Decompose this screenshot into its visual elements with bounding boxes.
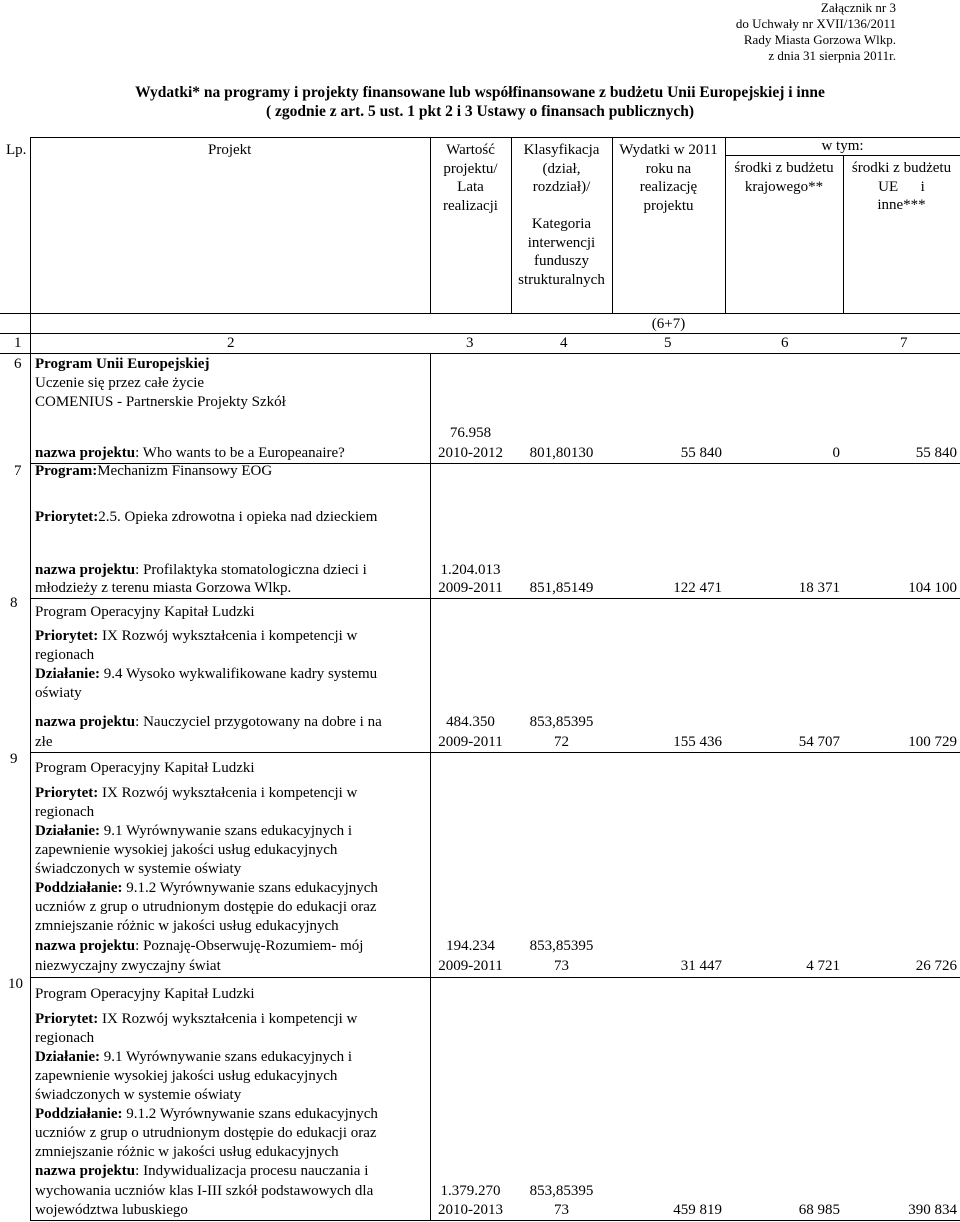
project-krajowe: 4 721: [806, 958, 840, 974]
header-line: projektu: [643, 197, 694, 214]
project-name-text: : Nauczyciel przygotowany na dobre i na: [135, 714, 382, 730]
poddzialanie-text: 9.1.2 Wyrównywanie szans edukacyjnych: [122, 1106, 378, 1122]
project-klasyfikacja: 851,85149: [529, 580, 594, 596]
header-line: środki z budżetu: [851, 160, 952, 176]
project-name-line: wychowania uczniów klas I-III szkół podstawowych dla: [35, 1183, 374, 1199]
project-klasyfikacja: 853,85395: [529, 938, 594, 954]
project-name: [35, 561, 367, 580]
header-ue: [843, 159, 960, 215]
project-ue: 390 834: [908, 1202, 957, 1218]
header-line: Kategoria: [531, 216, 592, 232]
table-border-bottom: [30, 1220, 960, 1221]
column-number: 4: [560, 335, 568, 351]
project-ue: 26 726: [915, 958, 957, 974]
program-text: Mechanizm Finansowy EOG: [97, 463, 273, 479]
project-years: 2009-2011: [438, 580, 503, 596]
project-ue: 55 840: [915, 445, 957, 461]
poddzialanie: [35, 1105, 378, 1124]
project-value: 1.379.270: [440, 1183, 501, 1199]
project-klasyfikacja: 853,85395: [529, 1183, 594, 1199]
header-divider: [0, 313, 960, 314]
project-name-line: województwa lubuskiego: [35, 1202, 188, 1218]
project-value: 194.234: [446, 938, 495, 954]
priorytet: [35, 627, 357, 646]
priorytet-text: 2.5. Opieka zdrowotna i opieka nad dzieckiem: [98, 509, 378, 525]
header-line: realizacji: [443, 197, 498, 214]
project-name-text: : Profilaktyka stomatologiczna dzieci i: [135, 562, 367, 578]
program-name: Program Operacyjny Kapitał Ludzki: [35, 760, 255, 776]
project-wydatki: 31 447: [680, 958, 722, 974]
project-name-label: nazwa projektu: [35, 1163, 136, 1179]
poddzialanie-line: uczniów z grup o utrudnionym dostępie do edukacji oraz: [35, 1125, 377, 1141]
program-name: [35, 462, 272, 481]
priorytet: [35, 508, 377, 527]
header-line: krajowego**: [744, 178, 824, 195]
header-w-tym: w tym:: [821, 138, 864, 154]
priorytet-label: Priorytet:: [35, 509, 99, 525]
header-line: funduszy: [534, 253, 589, 269]
column-number: 1: [14, 335, 22, 351]
dzialanie-line: świadczonych w systemie oświaty: [35, 1087, 242, 1103]
row-divider: [30, 752, 960, 753]
header-line: strukturalnych: [518, 271, 605, 288]
program-name: Program Operacyjny Kapitał Ludzki: [35, 986, 255, 1002]
priorytet-text: IX Rozwój wykształcenia i kompetencji w: [98, 628, 358, 644]
project-name-text: : Poznaję-Obserwuję-Rozumiem- mój: [135, 938, 364, 954]
poddzialanie-label: Poddziałanie:: [35, 880, 123, 896]
poddzialanie-label: Poddziałanie:: [35, 1106, 123, 1122]
project-klasyfikacja: 801,80130: [529, 445, 594, 461]
header-klasyfikacja: [511, 141, 612, 289]
header-lp: Lp.: [6, 142, 27, 158]
column-number: 2: [227, 335, 235, 351]
project-wydatki: 55 840: [680, 445, 722, 461]
project-years: 2010-2013: [438, 1202, 503, 1218]
project-name-line: złe: [35, 734, 53, 750]
project-ue: 100 729: [908, 734, 957, 750]
priorytet: [35, 784, 357, 803]
dzialanie-text: 9.1 Wyrównywanie szans edukacyjnych i: [100, 1049, 353, 1065]
project-klasyfikacja-line: 72: [554, 734, 569, 750]
title-line: Wydatki* na programy i projekty finansowane lub współfinansowane z budżetu Unii Europejskiej i inne: [135, 84, 825, 101]
header-line: Wydatki w 2011: [619, 142, 718, 158]
project-value: 76.958: [449, 425, 492, 441]
project-years: 2010-2012: [438, 445, 503, 461]
dzialanie-line: zapewnienie wysokiej jakości usług edukacyjnych: [35, 1068, 338, 1084]
priorytet-label: Priorytet:: [35, 628, 99, 644]
project-value: 484.350: [446, 714, 495, 730]
row-lp: 7: [14, 463, 22, 479]
project-name-label: nazwa projektu: [35, 938, 136, 954]
header-wydatki: [612, 141, 725, 215]
attachment-note: [736, 0, 896, 64]
header-line: rozdział)/: [532, 179, 591, 195]
poddzialanie-text: 9.1.2 Wyrównywanie szans edukacyjnych: [122, 880, 378, 896]
dzialanie-line: zapewnienie wysokiej jakości usług edukacyjnych: [35, 842, 338, 858]
priorytet-text: IX Rozwój wykształcenia i kompetencji w: [98, 1011, 358, 1027]
column-number: 6: [781, 335, 789, 351]
project-ue: 104 100: [908, 580, 957, 596]
project-name-label: nazwa projektu: [35, 714, 136, 730]
dzialanie-line: oświaty: [35, 685, 82, 701]
project-name: [35, 1162, 368, 1181]
poddzialanie: [35, 879, 378, 898]
project-wydatki: 155 436: [673, 734, 722, 750]
page-title: [0, 83, 960, 121]
header-projekt: Projekt: [208, 142, 252, 158]
row-divider: [30, 977, 960, 978]
column-number: 7: [900, 335, 908, 351]
header-line: inne***: [877, 197, 926, 213]
project-name: [35, 937, 363, 956]
dzialanie-label: Działanie:: [35, 1049, 100, 1065]
header-spacer: [511, 197, 612, 216]
attachment-line: Załącznik nr 3: [820, 0, 896, 15]
header-line: Wartość: [446, 142, 495, 158]
program-line: COMENIUS - Partnerskie Projekty Szkół: [35, 394, 286, 410]
attachment-line: Rady Miasta Gorzowa Wlkp.: [743, 32, 896, 47]
project-klasyfikacja-line: 73: [554, 958, 569, 974]
dzialanie-text: 9.1 Wyrównywanie szans edukacyjnych i: [100, 823, 353, 839]
project-name: [35, 713, 382, 732]
priorytet-text: IX Rozwój wykształcenia i kompetencji w: [98, 785, 358, 801]
dzialanie-text: 9.4 Wysoko wykwalifikowane kadry systemu: [100, 666, 378, 682]
row-lp: 9: [10, 751, 18, 767]
project-name-label: nazwa projektu: [35, 562, 136, 578]
poddzialanie-line: zmniejszanie różnic w jakości usług edukacyjnych: [35, 918, 339, 934]
header-divider: [0, 353, 960, 354]
title-line: ( zgodnie z art. 5 ust. 1 pkt 2 i 3 Ustawy o finansach publicznych): [266, 103, 694, 120]
header-line: Lata: [457, 179, 484, 195]
header-line: środki z budżetu: [734, 160, 834, 176]
project-wydatki: 459 819: [673, 1202, 722, 1218]
dzialanie-line: świadczonych w systemie oświaty: [35, 861, 242, 877]
dzialanie: [35, 665, 377, 684]
dzialanie-label: Działanie:: [35, 666, 100, 682]
column-divider: [430, 353, 431, 1221]
priorytet-line: regionach: [35, 647, 95, 663]
header-line: roku na: [645, 160, 692, 177]
priorytet-label: Priorytet:: [35, 785, 99, 801]
attachment-line: do Uchwały nr XVII/136/2011: [735, 16, 896, 31]
header-formula: (6+7): [651, 316, 686, 332]
row-lp: 10: [8, 976, 23, 992]
header-divider: [0, 333, 960, 334]
project-value: 1.204.013: [440, 562, 501, 578]
priorytet-label: Priorytet:: [35, 1011, 99, 1027]
program-label: Program:: [35, 463, 98, 479]
header-line: (dział,: [542, 160, 581, 177]
priorytet: [35, 1010, 357, 1029]
header-line: UE i: [878, 178, 925, 195]
priorytet-line: regionach: [35, 1030, 95, 1046]
header-line: projektu/: [443, 160, 498, 177]
project-krajowe: 68 985: [798, 1202, 840, 1218]
dzialanie-label: Działanie:: [35, 823, 100, 839]
row-lp: 8: [10, 595, 18, 611]
project-krajowe: 54 707: [798, 734, 840, 750]
project-wydatki: 122 471: [673, 580, 722, 596]
project-name-label: nazwa projektu: [35, 445, 136, 461]
project-name-text: : Indywidualizacja procesu nauczania i: [135, 1163, 369, 1179]
project-years: 2009-2011: [438, 734, 503, 750]
dzialanie: [35, 822, 352, 841]
header-line: interwencji: [527, 234, 596, 251]
row-divider: [30, 598, 960, 599]
header-line: Klasyfikacja: [523, 142, 600, 158]
project-years: 2009-2011: [438, 958, 503, 974]
project-name: [35, 444, 345, 463]
column-divider: [30, 137, 31, 1221]
priorytet-line: regionach: [35, 804, 95, 820]
column-number: 5: [664, 335, 672, 351]
project-name-line: niezwyczajny zwyczajny świat: [35, 958, 221, 974]
column-number: 3: [466, 335, 474, 351]
header-line: realizację: [639, 179, 698, 195]
program-name: Program Unii Europejskiej: [35, 356, 210, 372]
program-line: Uczenie się przez całe życie: [35, 375, 205, 391]
poddzialanie-line: zmniejszanie różnic w jakości usług edukacyjnych: [35, 1144, 339, 1160]
header-wartosc: [430, 141, 511, 215]
poddzialanie-line: uczniów z grup o utrudnionym dostępie do edukacji oraz: [35, 899, 377, 915]
dzialanie: [35, 1048, 352, 1067]
attachment-line: z dnia 31 sierpnia 2011r.: [768, 48, 896, 63]
row-lp: 6: [14, 356, 22, 372]
project-klasyfikacja: 853,85395: [529, 714, 594, 730]
project-name-line: młodzieży z terenu miasta Gorzowa Wlkp.: [35, 580, 292, 596]
project-krajowe: 0: [832, 445, 840, 461]
header-krajowy: [725, 159, 843, 196]
project-name-text: : Who wants to be a Europeanaire?: [135, 445, 345, 461]
program-name: Program Operacyjny Kapitał Ludzki: [35, 604, 255, 620]
project-krajowe: 18 371: [798, 580, 840, 596]
project-klasyfikacja-line: 73: [554, 1202, 569, 1218]
